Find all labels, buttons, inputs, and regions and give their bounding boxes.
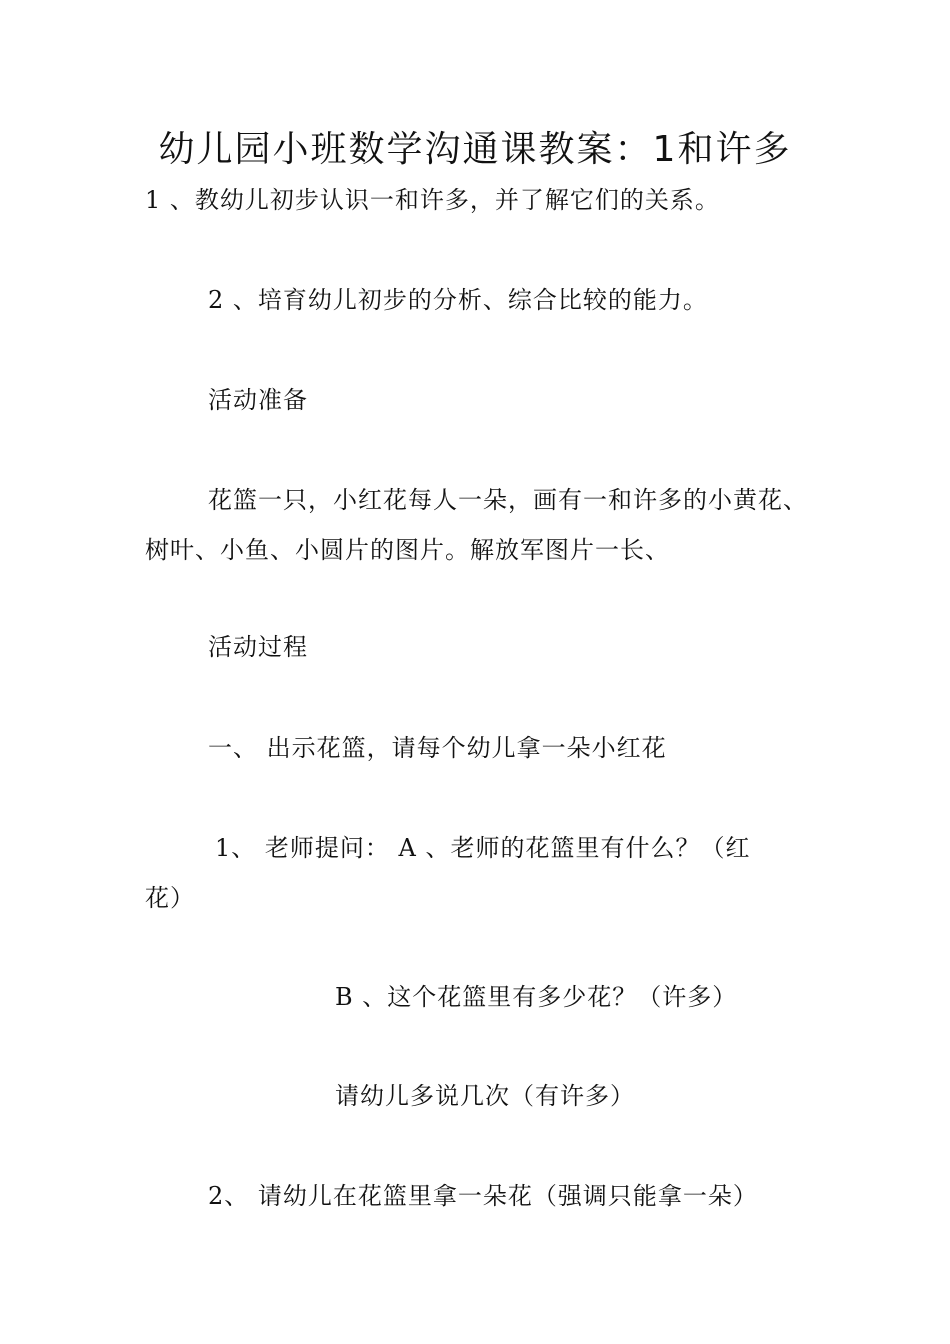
section-heading-preparation: 活动准备 — [208, 386, 308, 414]
objective-1: 1 、教幼儿初步认识一和许多，并了解它们的关系。 — [145, 186, 720, 214]
question-a-line-1: 1、 老师提问： A 、老师的花篮里有什么？（红 — [215, 834, 751, 862]
repeat-instruction: 请幼儿多说几次（有许多） — [335, 1082, 635, 1110]
step-two: 2、 请幼儿在花篮里拿一朵花（强调只能拿一朵） — [208, 1182, 758, 1210]
step-one-heading: 一、 出示花篮，请每个幼儿拿一朵小红花 — [208, 734, 667, 762]
document-title: 幼儿园小班数学沟通课教案：1和许多 — [158, 129, 792, 170]
question-b: B 、这个花篮里有多少花？（许多） — [335, 983, 738, 1011]
question-a-line-2: 花） — [145, 884, 195, 912]
preparation-text-line-1: 花篮一只，小红花每人一朵，画有一和许多的小黄花、 — [208, 486, 808, 514]
preparation-text-line-2: 树叶、小鱼、小圆片的图片。解放军图片一长、 — [145, 536, 670, 564]
objective-2: 2 、培育幼儿初步的分析、综合比较的能力。 — [208, 286, 708, 314]
section-heading-process: 活动过程 — [208, 633, 308, 661]
